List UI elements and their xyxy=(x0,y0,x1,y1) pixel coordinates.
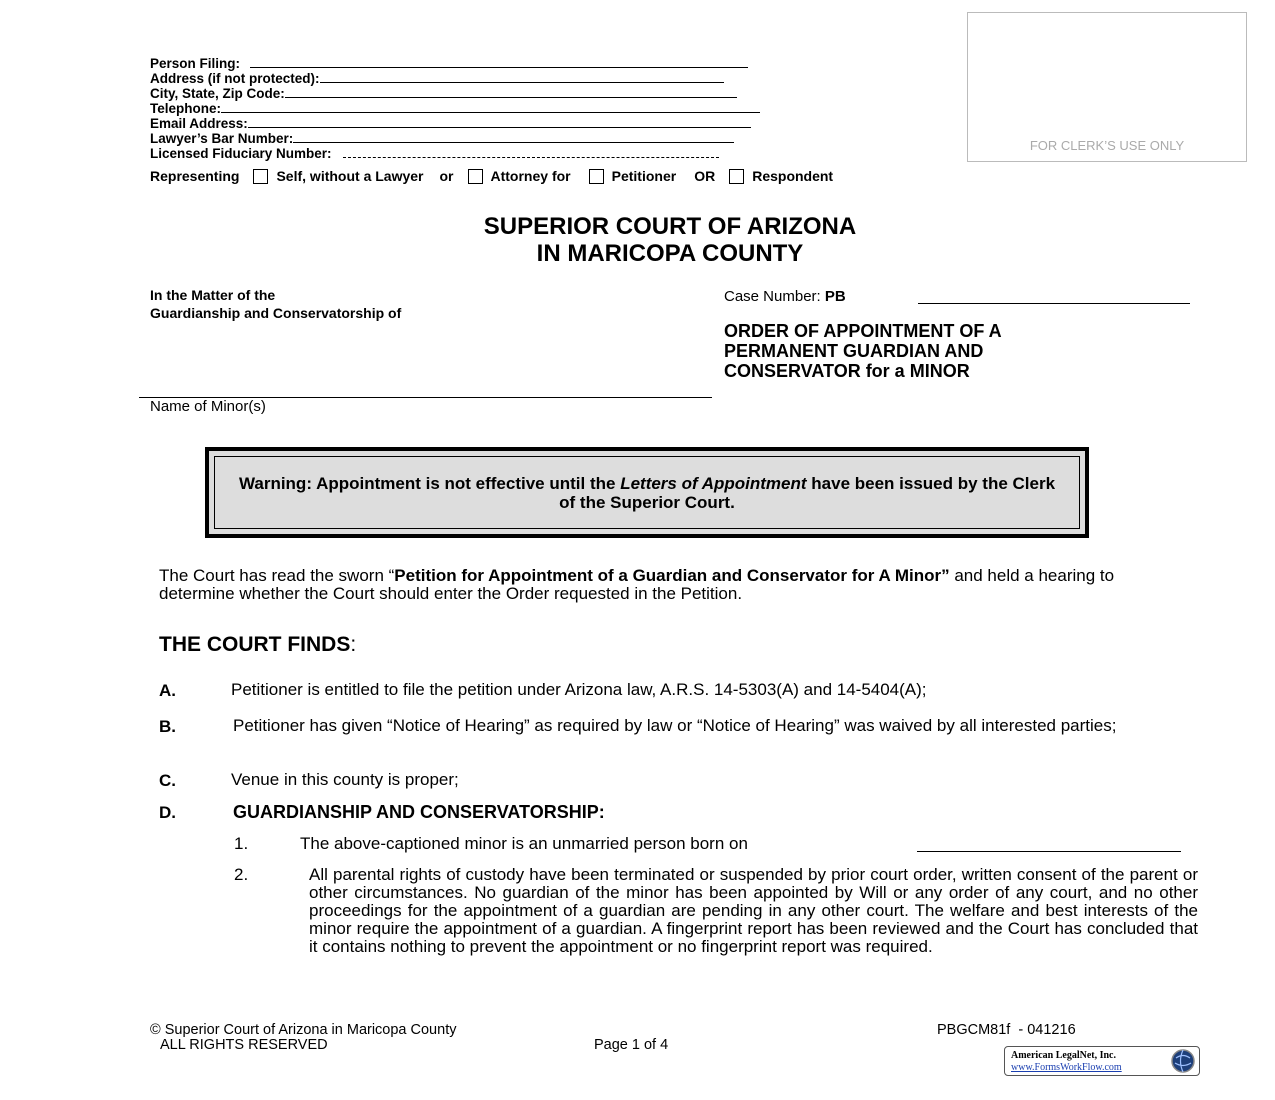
field-telephone xyxy=(150,101,760,116)
field-label: Licensed Fiduciary Number: xyxy=(150,146,332,161)
field-label: Lawyer’s Bar Number: xyxy=(150,131,294,146)
warning-emphasis: Letters of Appointment xyxy=(620,473,807,493)
matter-line1: In the Matter of the xyxy=(150,287,276,303)
respondent-checkbox[interactable] xyxy=(729,169,744,184)
field-person-filing xyxy=(150,56,748,71)
subitem-text: The above-captioned minor is an unmarried person born on xyxy=(300,834,748,853)
legalnet-logo[interactable] xyxy=(1004,1046,1200,1076)
email-input[interactable] xyxy=(248,116,751,128)
intro-post: and held a hearing to determine whether the Court should enter the Order requested in the Petition. xyxy=(159,566,1115,603)
clerk-use-label: FOR CLERK’S USE ONLY xyxy=(1029,138,1185,153)
field-fiduciary-number xyxy=(150,146,719,161)
warning-post: have been issued by the Clerk of the Superior Court. xyxy=(559,473,1056,512)
matter-caption xyxy=(150,286,401,322)
finding-text: Petitioner is entitled to file the petition under Arizona law, A.R.S. 14-5303(A) and 14-5404(A); xyxy=(231,680,927,699)
attorney-checkbox[interactable] xyxy=(468,169,483,184)
court-finds-heading xyxy=(159,633,356,657)
footer-rights: ALL RIGHTS RESERVED xyxy=(160,1037,328,1053)
birth-date-input[interactable] xyxy=(917,851,1181,852)
intro-paragraph xyxy=(159,567,1159,603)
self-checkbox[interactable] xyxy=(253,169,268,184)
field-bar-number xyxy=(150,131,734,146)
court-title xyxy=(320,213,1020,267)
court-title-line2: IN MARICOPA COUNTY xyxy=(536,240,804,267)
document-title xyxy=(724,321,1002,381)
representing-label: Representing xyxy=(150,168,240,184)
doc-title-line2: PERMANENT GUARDIAN AND xyxy=(724,341,984,361)
finds-colon: : xyxy=(350,633,357,656)
field-email xyxy=(150,116,751,131)
option-petitioner: Petitioner xyxy=(611,168,677,184)
clerk-use-box xyxy=(967,12,1247,162)
footer-form-code: PBGCM81f - 041216 xyxy=(937,1022,1076,1038)
case-number-label: Case Number: xyxy=(724,288,821,305)
finding-text: Venue in this county is proper; xyxy=(231,770,459,789)
footer-page-number: Page 1 of 4 xyxy=(594,1037,669,1053)
finding-letter: C. xyxy=(159,771,176,790)
finding-text: Petitioner has given “Notice of Hearing” as required by law or “Notice of Hearing” was waived by all interested parties; xyxy=(233,716,1117,735)
field-city-state-zip xyxy=(150,86,737,101)
field-label: Person Filing: xyxy=(150,56,241,71)
finding-letter: A. xyxy=(159,681,176,700)
option-or: or xyxy=(439,168,454,184)
logo-url[interactable]: www.FormsWorkFlow.com xyxy=(1011,1062,1122,1073)
finding-letter: B. xyxy=(159,717,176,736)
case-number-input[interactable] xyxy=(918,303,1190,304)
field-address xyxy=(150,71,724,86)
petitioner-checkbox[interactable] xyxy=(589,169,604,184)
representing-row xyxy=(150,168,833,184)
warning-pre: Warning: Appointment is not effective until the xyxy=(238,473,621,493)
subitem-text: All parental rights of custody have been terminated or suspended by prior court order, written consent of the parent or other circumstances. No guardian of the minor has been appointed by Will or any order of any court, and no other proceedings for the appointment of a guardian are pending in any other court. The welfare and best interests of the minor require the appointment of a guardian. A fingerprint report has been reviewed and the Court has concluded that it contains nothing to prevent the appointment or no fingerprint report was required. xyxy=(309,865,1198,956)
option-respondent: Respondent xyxy=(752,168,834,184)
finding-letter: D. xyxy=(159,803,176,822)
court-title-line1: SUPERIOR COURT OF ARIZONA xyxy=(483,213,857,240)
address-input[interactable] xyxy=(320,71,724,83)
minor-name-label: Name of Minor(s) xyxy=(150,398,266,415)
field-label: City, State, Zip Code: xyxy=(150,86,285,101)
subitem-number: 2. xyxy=(234,865,249,884)
fiduciary-number-input[interactable] xyxy=(343,146,719,158)
option-self: Self, without a Lawyer xyxy=(276,168,424,184)
matter-line2: Guardianship and Conservatorship of xyxy=(150,305,402,321)
field-label: Email Address: xyxy=(150,116,248,131)
finding-heading: GUARDIANSHIP AND CONSERVATORSHIP: xyxy=(233,802,605,822)
warning-text xyxy=(214,456,1080,529)
telephone-input[interactable] xyxy=(221,101,760,113)
finds-heading-text: THE COURT FINDS xyxy=(159,633,351,656)
field-label: Telephone: xyxy=(150,101,222,116)
person-filing-input[interactable] xyxy=(250,56,748,68)
case-number-prefix: PB xyxy=(824,288,846,305)
globe-icon xyxy=(1170,1048,1196,1074)
option-or-2: OR xyxy=(694,168,716,184)
option-attorney: Attorney for xyxy=(490,168,571,184)
subitem-number: 1. xyxy=(234,834,249,853)
warning-box xyxy=(205,447,1089,538)
field-label: Address (if not protected): xyxy=(150,71,320,86)
doc-title-line1: ORDER OF APPOINTMENT OF A xyxy=(724,321,1002,341)
case-number xyxy=(724,288,846,305)
intro-petition-title: Petition for Appointment of a Guardian and Conservator for A Minor” xyxy=(394,566,950,585)
intro-pre: The Court has read the sworn “ xyxy=(159,566,395,585)
bar-number-input[interactable] xyxy=(293,131,734,143)
doc-title-line3: CONSERVATOR for a MINOR xyxy=(724,361,970,381)
city-state-zip-input[interactable] xyxy=(285,86,737,98)
logo-name: American LegalNet, Inc. xyxy=(1011,1050,1116,1061)
footer-copyright: © Superior Court of Arizona in Maricopa County xyxy=(150,1022,457,1038)
